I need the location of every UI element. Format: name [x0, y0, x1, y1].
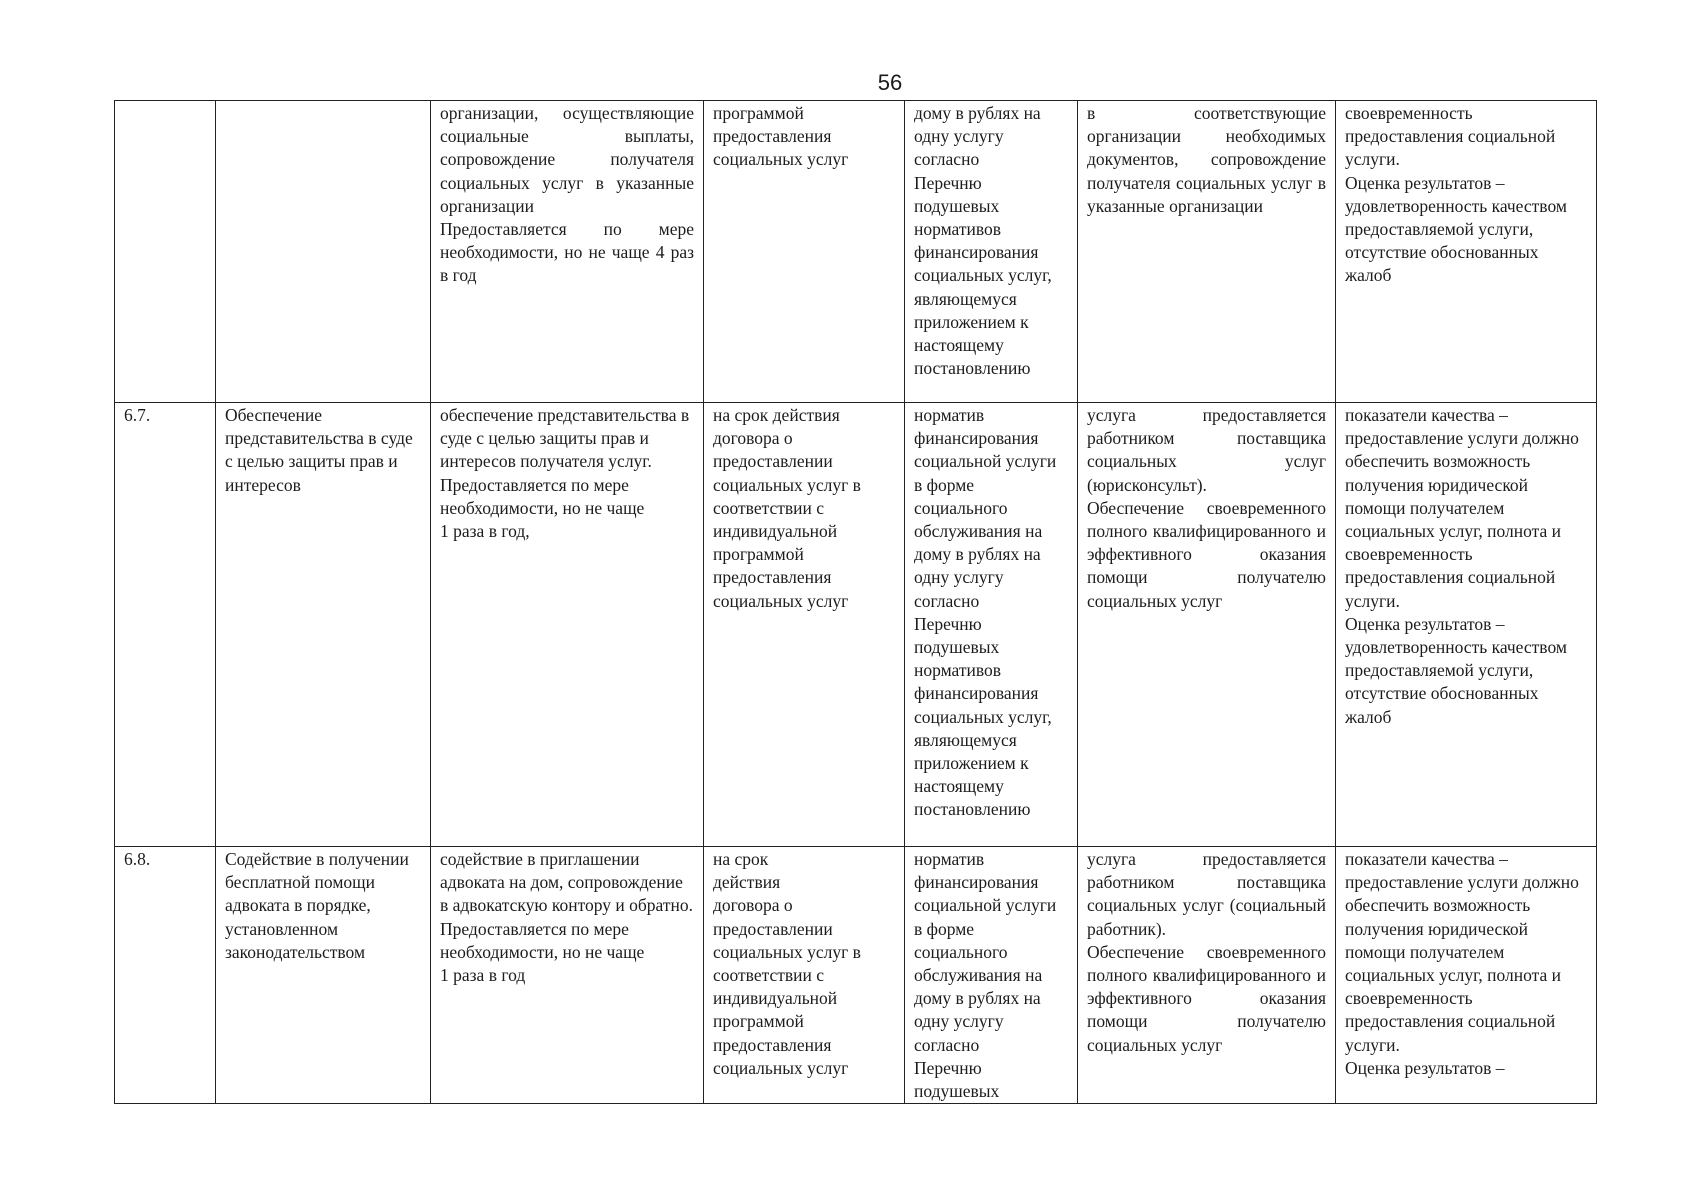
service-number-cell: 6.8. [115, 847, 216, 1104]
service-norm-cell: норматив финансирования социальной услуги в форме социального обслуживания на дому в рублях на одну услугу согласно Перечню подушевых [905, 847, 1078, 1104]
service-description-cell: организации, осуществляющие социальные выплаты, сопровождение получателя социальных услуг в указанные организации Предоставляется по мере необходимости, но не чаще 4 раз в год [431, 101, 704, 403]
page-number: 56 [877, 70, 903, 95]
service-conditions-cell: в соответствующие организации необходимых документов, сопровождение получателя социальных услуг в указанные организации [1078, 101, 1336, 403]
service-quality-cell: показатели качества – предоставление услуги должно обеспечить возможность получения юридической помощи получателем социальных услуг, полнота и своевременность предоставления социальной услуги. Оценка результатов – удовлетворенность качеством предоставляемой услуги, отсутствие обоснованных жалоб [1336, 403, 1597, 847]
table-row [115, 101, 1597, 403]
service-number-cell [115, 101, 216, 403]
service-name-cell [216, 101, 431, 403]
service-conditions-cell: услуга предоставляется работником поставщика социальных услуг (юрисконсульт). Обеспечение своевременного полного квалифицированного и эффективного оказания помощи получателю социальных услуг [1078, 403, 1336, 847]
service-description-cell: содействие в приглашении адвоката на дом, сопровождение в адвокатскую контору и обратно. Предоставляется по мере необходимости, но не чаще 1 раза в год [431, 847, 704, 1104]
table-row [115, 403, 1597, 847]
service-norm-cell: норматив финансирования социальной услуги в форме социального обслуживания на дому в рублях на одну услугу согласно Перечню подушевых нормативов финансирования социальных услуг, являющемуся приложением к настоящему постановлению [905, 403, 1078, 847]
service-conditions-cell: услуга предоставляется работником поставщика социальных услуг (социальный работник). Обеспечение своевременного полного квалифицированного и эффективного оказания помощи получателю социальных услуг [1078, 847, 1336, 1104]
service-name-cell: Обеспечение представительства в суде с целью защиты прав и интересов [216, 403, 431, 847]
service-term-cell: программой предоставления социальных услуг [704, 101, 905, 403]
services-table [114, 100, 1597, 1104]
table-row [115, 847, 1597, 1104]
service-term-cell: на срок действия договора о предоставлении социальных услуг в соответствии с индивидуальной программой предоставления социальных услуг [704, 847, 905, 1104]
service-number-cell: 6.7. [115, 403, 216, 847]
service-norm-cell: дому в рублях на одну услугу согласно Перечню подушевых нормативов финансирования социальных услуг, являющемуся приложением к настоящему постановлению [905, 101, 1078, 403]
service-quality-cell: показатели качества – предоставление услуги должно обеспечить возможность получения юридической помощи получателем социальных услуг, полнота и своевременность предоставления социальной услуги. Оценка результатов – [1336, 847, 1597, 1104]
service-name-cell: Содействие в получении бесплатной помощи адвоката в порядке, установленном законодательством [216, 847, 431, 1104]
service-quality-cell: своевременность предоставления социальной услуги. Оценка результатов – удовлетворенность качеством предоставляемой услуги, отсутствие обоснованных жалоб [1336, 101, 1597, 403]
service-term-cell: на срок действия договора о предоставлении социальных услуг в соответствии с индивидуальной программой предоставления социальных услуг [704, 403, 905, 847]
service-description-cell: обеспечение представительства в суде с целью защиты прав и интересов получателя услуг. Предоставляется по мере необходимости, но не чаще 1 раза в год, [431, 403, 704, 847]
